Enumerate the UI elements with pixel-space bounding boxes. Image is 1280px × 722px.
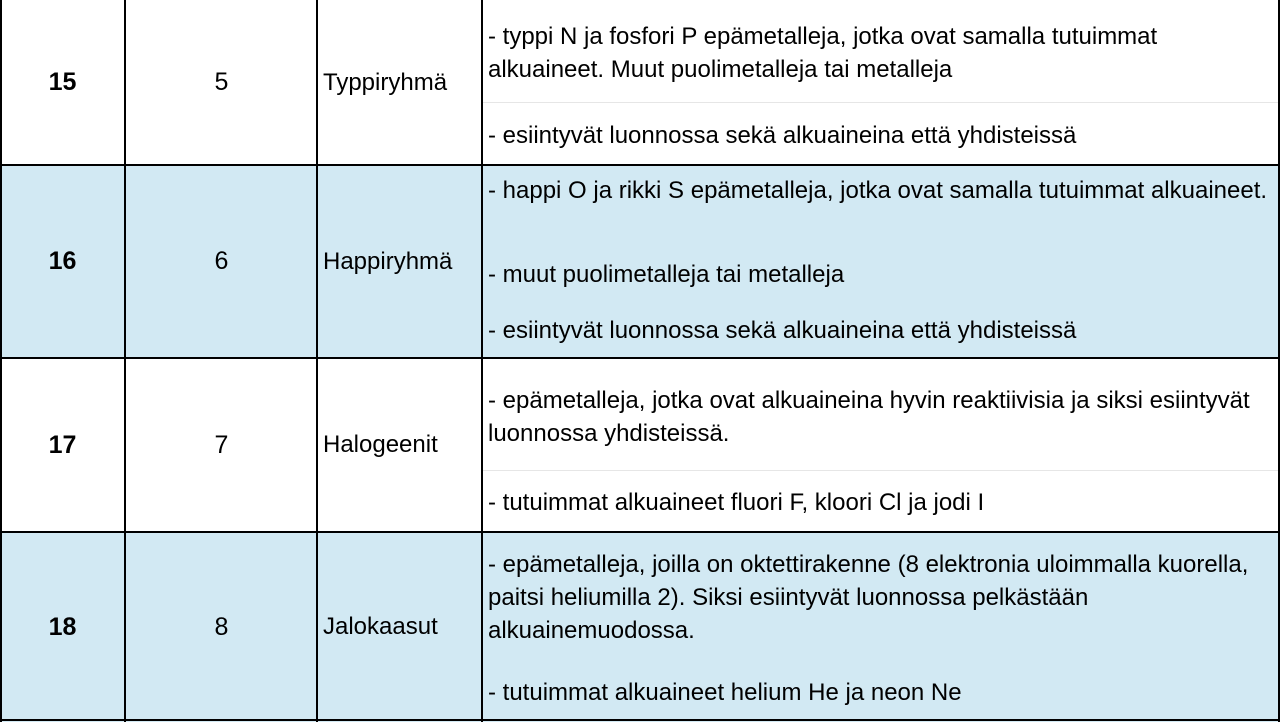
column-divider xyxy=(481,0,483,722)
group-number: 16 xyxy=(48,247,77,275)
group-note: - tutuimmat alkuaineet fluori F, kloori Cl ja jodi I xyxy=(488,489,985,516)
group-name: Typpiryhmä xyxy=(323,68,448,96)
group-number: 18 xyxy=(48,612,77,641)
row-divider xyxy=(0,164,1280,166)
note-divider xyxy=(483,102,1280,103)
group-name: Happiryhmä xyxy=(323,247,453,275)
row-divider xyxy=(0,719,1280,721)
group-note: - happi O ja rikki S epämetalleja, jotka ovat samalla tutuimmat alkuaineet. xyxy=(488,177,1268,204)
group-note: - esiintyvät luonnossa sekä alkuaineina että yhdisteissä xyxy=(488,317,1077,344)
row-divider xyxy=(0,531,1280,533)
valence-electrons: 7 xyxy=(214,430,229,459)
note-divider xyxy=(483,470,1280,471)
group-note: - epämetalleja, jotka ovat alkuaineina hyvin reaktiivisia ja siksi esiintyvät luonnossa yhdisteissä. xyxy=(488,387,1250,447)
row-divider xyxy=(0,357,1280,359)
group-note: - typpi N ja fosfori P epämetalleja, jotka ovat samalla tutuimmat alkuaineet. Muut puolimetalleja tai metalleja xyxy=(488,23,1158,83)
valence-electrons: 8 xyxy=(214,612,229,641)
group-number: 17 xyxy=(48,430,77,459)
group-note: - muut puolimetalleja tai metalleja xyxy=(488,261,845,288)
column-divider xyxy=(124,0,126,722)
column-divider xyxy=(316,0,318,722)
group-name: Jalokaasut xyxy=(323,613,438,640)
group-note: - esiintyvät luonnossa sekä alkuaineina että yhdisteissä xyxy=(488,122,1077,149)
valence-electrons: 6 xyxy=(214,247,229,275)
group-number: 15 xyxy=(48,68,77,96)
group-name: Halogeenit xyxy=(323,431,438,458)
group-note: - tutuimmat alkuaineet helium He ja neon Ne xyxy=(488,679,962,706)
valence-electrons: 5 xyxy=(214,68,229,96)
column-divider xyxy=(0,0,2,722)
group-note: - epämetalleja, joilla on oktettirakenne (8 elektronia uloimmalla kuorella, paitsi heliumilla 2). Siksi esiintyvät luonnossa pelkästään alkuainemuodossa. xyxy=(488,551,1249,644)
